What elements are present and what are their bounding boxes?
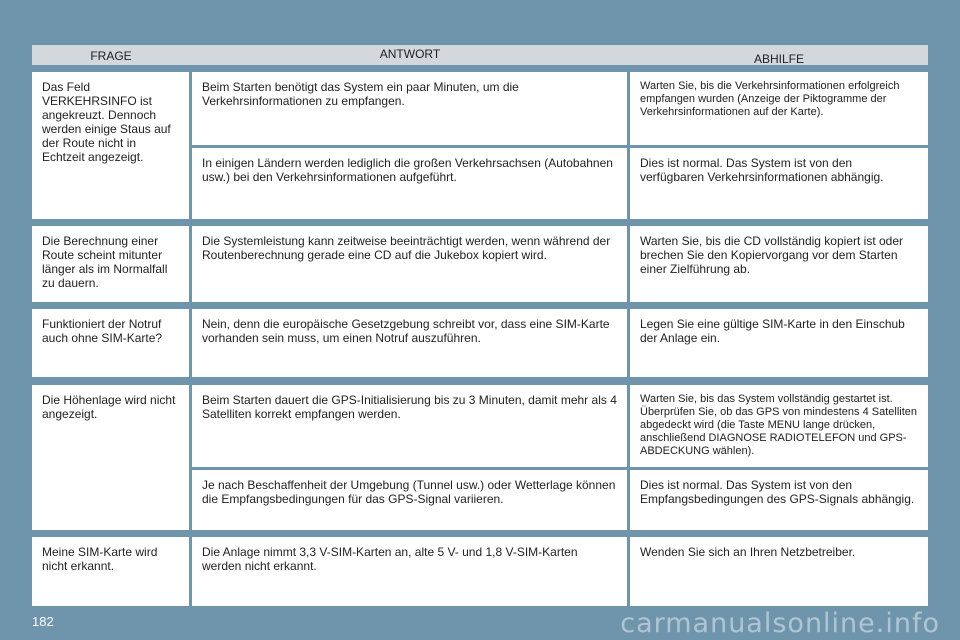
- answer-cell-1b: In einigen Ländern werden lediglich die großen Verkehrsachsen (Autobahnen usw.) bei den Verkehrsinformationen aufgeführt.: [192, 148, 627, 219]
- remedy-cell-4a: Warten Sie, bis das System vollständig gestartet ist. Überprüfen Sie, ob das GPS von mindestens 4 Satelliten abgedeckt wird (die Taste MENU lange drücken, anschließend DIAGNOSE RADIOTELEFON und GPS-ABDECKUNG wählen).: [630, 385, 928, 467]
- question-cell-4: Die Höhenlage wird nicht angezeigt.: [32, 385, 189, 530]
- remedy-cell-3: Legen Sie eine gültige SIM-Karte in den Einschub der Anlage ein.: [630, 309, 928, 377]
- remedy-cell-4b: Dies ist normal. Das System ist von den Empfangsbedingungen des GPS-Signals abhängig.: [630, 470, 928, 530]
- remedy-cell-1a: Warten Sie, bis die Verkehrsinformationen erfolgreich empfangen wurden (Anzeige der Piktogramme der Verkehrsinformationen auf der Karte).: [630, 72, 928, 145]
- remedy-cell-1b: Dies ist normal. Das System ist von den verfügbaren Verkehrsinformationen abhängig.: [630, 148, 928, 219]
- answer-cell-3: Nein, denn die europäische Gesetzgebung schreibt vor, dass eine SIM-Karte vorhanden sein muss, um einen Notruf auszuführen.: [192, 309, 627, 377]
- remedy-cell-2: Warten Sie, bis die CD vollständig kopiert ist oder brechen Sie den Kopiervorgang vor dem Starten einer Zielführung ab.: [630, 226, 928, 302]
- question-cell-5: Meine SIM-Karte wird nicht erkannt.: [32, 537, 189, 606]
- answer-cell-4b: Je nach Beschaffenheit der Umgebung (Tunnel usw.) oder Wetterlage können die Empfangsbedingungen für das GPS-Signal variieren.: [192, 470, 627, 530]
- table-header: [32, 45, 928, 65]
- question-cell-3: Funktioniert der Notruf auch ohne SIM-Karte?: [32, 309, 189, 377]
- remedy-cell-5: Wenden Sie sich an Ihren Netzbetreiber.: [630, 537, 928, 606]
- header-abhilfe: ABHILFE: [753, 52, 804, 66]
- answer-cell-5: Die Anlage nimmt 3,3 V-SIM-Karten an, alte 5 V- und 1,8 V-SIM-Karten werden nicht erkannt.: [192, 537, 627, 606]
- watermark: carmanualsonline.info: [620, 608, 940, 639]
- page-number: 182: [32, 614, 54, 629]
- answer-cell-2: Die Systemleistung kann zeitweise beeinträchtigt werden, wenn während der Routenberechnung gerade eine CD auf die Jukebox kopiert wird.: [192, 226, 627, 302]
- question-cell-1: Das Feld VERKEHRSINFO ist angekreuzt. Dennoch werden einige Staus auf der Route nicht in Echtzeit angezeigt.: [32, 72, 189, 219]
- answer-cell-4a: Beim Starten dauert die GPS-Initialisierung bis zu 3 Minuten, damit mehr als 4 Satelliten korrekt empfangen werden.: [192, 385, 627, 467]
- answer-cell-1a: Beim Starten benötigt das System ein paar Minuten, um die Verkehrsinformationen zu empfangen.: [192, 72, 627, 145]
- header-antwort: ANTWORT: [379, 47, 441, 61]
- header-frage: FRAGE: [90, 49, 132, 63]
- question-cell-2: Die Berechnung einer Route scheint mitunter länger als im Normalfall zu dauern.: [32, 226, 189, 302]
